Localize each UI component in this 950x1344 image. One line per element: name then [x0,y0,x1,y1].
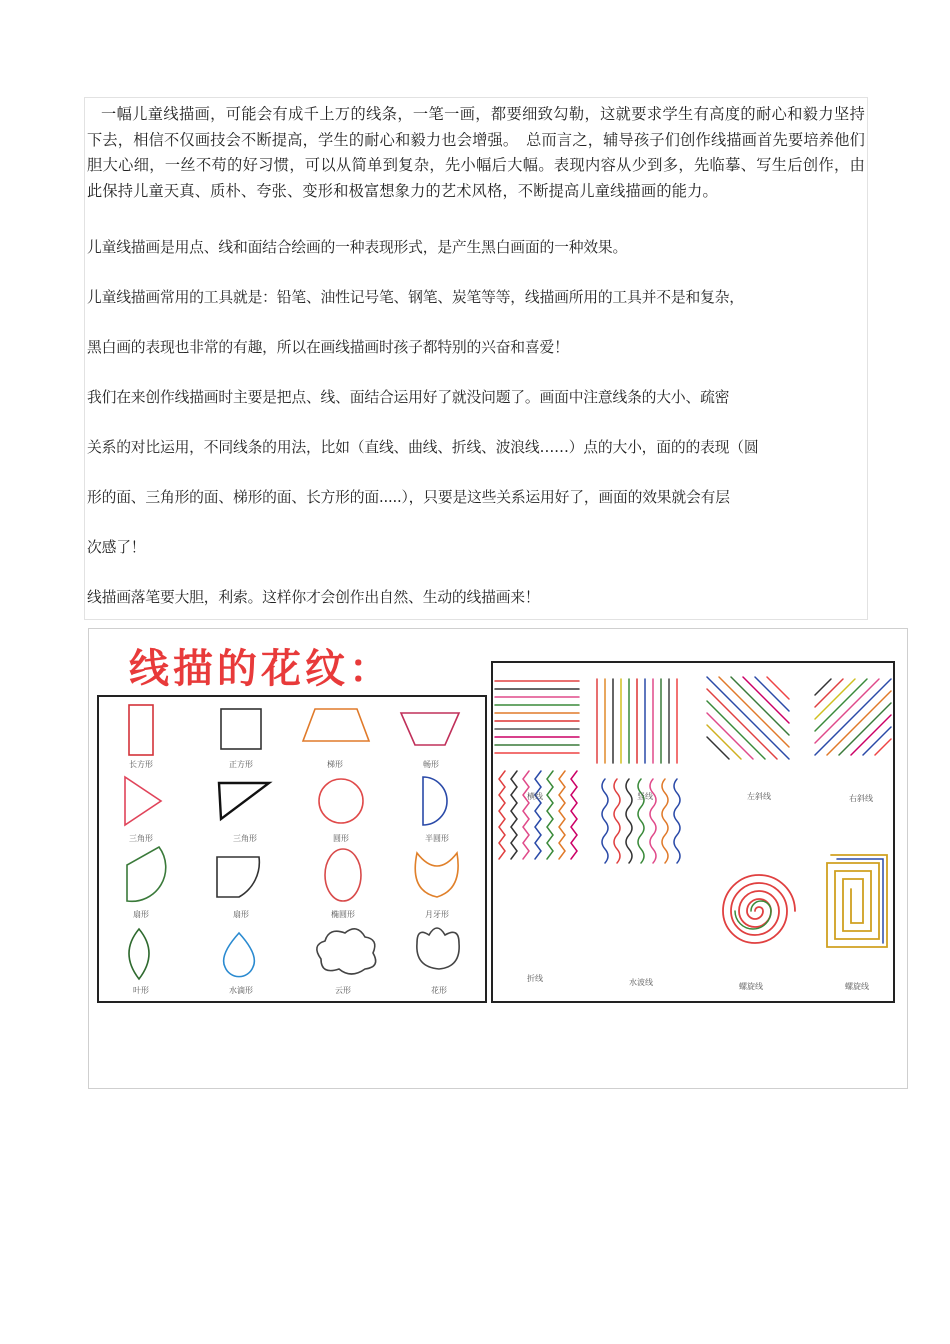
paragraph-5: 关系的对比运用，不同线条的用法，比如（直线、曲线、折线、波浪线……）点的大小，面的的表现（圆 [87,439,759,456]
shape-label: 水滴形 [229,986,253,995]
line-label: 竖线 [637,792,653,801]
cloud-shape [317,929,376,974]
shape-label: 叶形 [133,986,149,995]
paragraph-3: 黑白画的表现也非常的有趣，所以在画线描画时孩子都特别的兴奋和喜爱！ [87,339,569,356]
shapes-drawing [99,697,485,1001]
line-label: 右斜线 [849,794,873,803]
leaf-shape [129,929,149,979]
inverted-trapezoid-shape [401,713,459,745]
right-triangle-shape [219,783,269,819]
waterdrop-shape [224,933,255,977]
intro-paragraph: 一幅儿童线描画，可能会有成千上万的线条，一笔一画，都要细致勾勒，这就要求学生有高度的耐心和毅力坚持下去，相信不仅画技会不断提高，学生的耐心和毅力也会增强。 总而言之，辅导孩子们创作线描画首先要培养他们胆大心细，一丝不苟的好习惯，可以从简单到复杂，先小幅后大幅。表现内容从少到多，先临摹、写生后创作，由此保持儿童天真、质朴、夸张、变形和极富想象力的艺术风格，不断提高儿童线描画的能力。 [87,105,865,200]
circle-shape [319,779,363,823]
shape-label: 花形 [431,986,447,995]
shape-label: 扇形 [233,910,249,919]
shapes-panel [97,695,487,1003]
crescent-shape [415,853,458,897]
trapezoid-shape [303,709,369,741]
sector-shape [217,857,259,897]
flower-shape [417,928,459,969]
shape-label: 三角形 [129,834,153,843]
paragraph-4: 我们在来创作线描画时主要是把点、线、面结合运用好了就没问题了。画面中注意线条的大小、疏密 [87,389,730,406]
lines-drawing [493,663,893,1001]
shape-label: 半圆形 [425,834,449,843]
semicircle-shape [423,777,447,825]
shape-label: 扇形 [133,910,149,919]
line-label: 左斜线 [747,792,771,801]
paragraph-7: 次感了！ [87,539,146,556]
line-label: 螺旋线 [845,982,869,991]
line-label: 螺旋线 [739,982,763,991]
shape-label: 月牙形 [425,910,449,919]
paragraph-8: 线描画落笔要大胆，利索。这样你才会创作出自然、生动的线描画来！ [87,589,540,606]
fan-shape [127,847,166,901]
rectangle-shape [129,705,153,755]
lines-panel [491,661,895,1003]
shape-label: 正方形 [229,760,253,769]
shape-label: 长方形 [129,760,153,769]
line-label: 折线 [527,974,543,983]
figure-title: 线描的花纹： [129,646,393,692]
line-pattern-figure [88,628,908,1089]
shape-label: 畅形 [423,760,439,769]
paragraph-2: 儿童线描画常用的工具就是：铅笔、油性记号笔、钢笔、炭笔等等，线描画所用的工具并不是和复杂， [87,289,744,306]
ellipse-shape [325,849,361,901]
article-text-box [84,97,868,620]
shape-label: 椭圆形 [331,910,355,919]
triangle-shape [125,777,161,825]
shape-label: 三角形 [233,834,257,843]
line-label: 水波线 [629,978,653,987]
line-label: 横线 [527,792,543,801]
shape-label: 圆形 [333,834,349,843]
paragraph-6: 形的面、三角形的面、梯形的面、长方形的面.....），只要是这些关系运用好了，画面的效果就会有层 [87,489,730,506]
shape-label: 梯形 [327,760,343,769]
paragraph-1: 儿童线描画是用点、线和面结合绘画的一种表现形式，是产生黑白画面的一种效果。 [87,239,628,256]
square-shape [221,709,261,749]
shape-label: 云形 [335,986,351,995]
